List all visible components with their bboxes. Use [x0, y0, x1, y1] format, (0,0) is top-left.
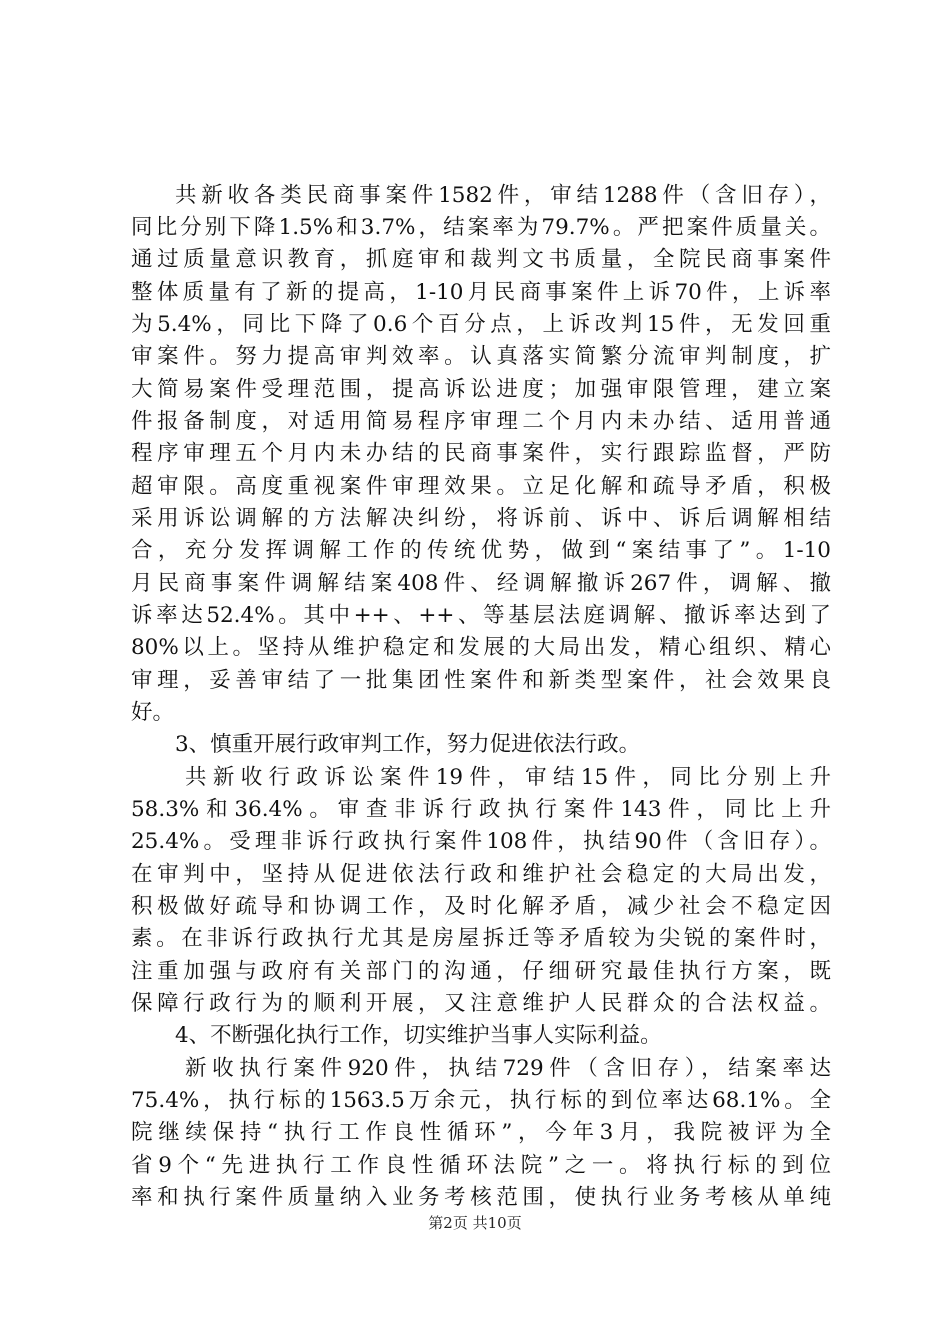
section-heading: 3、慎重开展行政审判工作，努力促进依法行政。 [175, 732, 641, 757]
text-line: 件报备制度，对适用简易程序审理二个月内未办结、适用普通 [131, 409, 831, 434]
text-line: 共新收行政诉讼案件19件，审结15件，同比分别上升 [185, 765, 831, 790]
text-line: 审理，妥善审结了一批集团性案件和新类型案件，社会效果良 [131, 668, 831, 693]
text-line: 程序审理五个月内未办结的民商事案件，实行跟踪监督，严防 [131, 441, 831, 466]
text-line: 新收执行案件920件，执结729件（含旧存），结案率达 [185, 1056, 831, 1081]
text-line: 省9个“先进执行工作良性循环法院”之一。将执行标的到位 [131, 1153, 831, 1178]
text-line: 素。在非诉行政执行尤其是房屋拆迁等矛盾较为尖锐的案件时， [131, 926, 831, 951]
text-line: 月民商事案件调解结案408件、经调解撤诉267件，调解、撤 [131, 571, 831, 596]
text-line: 在审判中，坚持从促进依法行政和维护社会稳定的大局出发， [131, 862, 831, 887]
text-line: 院继续保持“执行工作良性循环”，今年3月，我院被评为全 [131, 1120, 831, 1145]
text-line: 58.3%和36.4%。审查非诉行政执行案件143件，同比上升 [131, 797, 831, 822]
text-line: 采用诉讼调解的方法解决纠纷，将诉前、诉中、诉后调解相结 [131, 506, 831, 531]
text-line: 率和执行案件质量纳入业务考核范围，使执行业务考核从单纯 [131, 1185, 831, 1210]
text-line: 积极做好疏导和协调工作，及时化解矛盾，减少社会不稳定因 [131, 894, 831, 919]
section-heading: 4、不断强化执行工作，切实维护当事人实际利益。 [175, 1023, 662, 1048]
text-line: 好。 [131, 700, 175, 725]
text-line: 审案件。努力提高审判效率。认真落实简繁分流审判制度，扩 [131, 344, 831, 369]
text-line: 为5.4%，同比下降了0.6个百分点，上诉改判15件，无发回重 [131, 312, 831, 337]
text-line: 共新收各类民商事案件1582件，审结1288件（含旧存）， [175, 183, 831, 208]
text-line: 同比分别下降1.5%和3.7%，结案率为79.7%。严把案件质量关。 [131, 215, 831, 240]
text-line: 80%以上。坚持从维护稳定和发展的大局出发，精心组织、精心 [131, 635, 831, 660]
text-line: 合，充分发挥调解工作的传统优势，做到“案结事了”。1-10 [131, 538, 831, 563]
text-line: 通过质量意识教育，抓庭审和裁判文书质量，全院民商事案件 [131, 247, 831, 272]
text-line: 诉率达52.4%。其中++、++、等基层法庭调解、撤诉率达到了 [131, 603, 831, 628]
text-line: 25.4%。受理非诉行政执行案件108件，执结90件（含旧存）。 [131, 829, 831, 854]
page-number: 第2页 共10页 [428, 1214, 522, 1232]
text-line: 注重加强与政府有关部门的沟通，仔细研究最佳执行方案，既 [131, 959, 831, 984]
text-line: 75.4%，执行标的1563.5万余元，执行标的到位率达68.1%。全 [131, 1088, 831, 1113]
text-line: 保障行政行为的顺利开展，又注意维护人民群众的合法权益。 [131, 991, 831, 1016]
text-line: 大简易案件受理范围，提高诉讼进度；加强审限管理，建立案 [131, 377, 831, 402]
text-line: 超审限。高度重视案件审理效果。立足化解和疏导矛盾，积极 [131, 474, 831, 499]
text-line: 整体质量有了新的提高，1-10月民商事案件上诉70件，上诉率 [131, 280, 831, 305]
